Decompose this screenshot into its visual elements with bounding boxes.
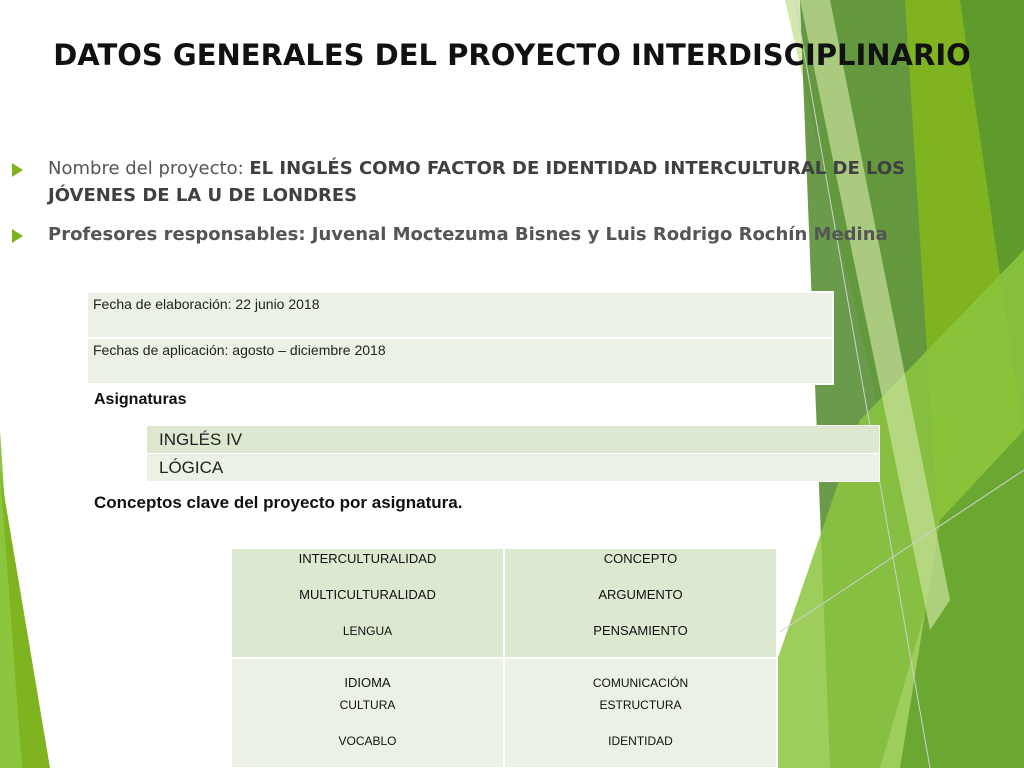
professors-value: Juvenal Moctezuma Bisnes y Luis Rodrigo Rochín Medina bbox=[311, 224, 888, 245]
concepts-table bbox=[230, 547, 778, 769]
concept-word: IDIOMA bbox=[344, 675, 391, 690]
bullet-arrow-icon bbox=[12, 163, 23, 177]
page-title: DATOS GENERALES DEL PROYECTO INTERDISCIPLINARIO bbox=[53, 38, 971, 72]
application-dates: Fechas de aplicación: agosto – diciembre 2018 bbox=[87, 338, 833, 384]
subject-item: LÓGICA bbox=[147, 454, 880, 482]
project-name-label: Nombre del proyecto: bbox=[48, 158, 250, 179]
concepts-heading: Conceptos clave del proyecto por asignatura. bbox=[94, 493, 463, 512]
subjects-heading: Asignaturas bbox=[94, 391, 187, 408]
concept-word: MULTICULTURALIDAD bbox=[299, 587, 436, 602]
concept-word: CONCEPTO bbox=[603, 551, 678, 566]
professors-label: Profesores responsables: bbox=[48, 224, 312, 245]
bullet-arrow-icon bbox=[12, 229, 23, 243]
concept-word: ESTRUCTURA bbox=[599, 698, 682, 712]
project-name-bullet bbox=[10, 155, 970, 209]
concept-word: COMUNICACIÓN bbox=[592, 676, 689, 690]
subject-item: INGLÉS IV bbox=[147, 426, 880, 454]
professors-bullet bbox=[10, 221, 970, 248]
concepts-cell bbox=[231, 548, 504, 658]
dates-table bbox=[86, 291, 834, 385]
concepts-cell bbox=[231, 658, 504, 768]
concept-word: LENGUA bbox=[342, 624, 393, 638]
concept-word: VOCABLO bbox=[338, 734, 397, 748]
concept-word: IDENTIDAD bbox=[608, 734, 673, 748]
project-name-value: EL INGLÉS COMO FACTOR DE IDENTIDAD INTERCULTURAL DE LOS JÓVENES DE LA U DE LONDRES bbox=[48, 158, 906, 206]
subjects-table bbox=[146, 425, 880, 482]
concept-word: CULTURA bbox=[339, 698, 396, 712]
concept-word: INTERCULTURALIDAD bbox=[298, 551, 437, 566]
bullet-list bbox=[10, 155, 970, 260]
concept-word: ARGUMENTO bbox=[598, 587, 683, 602]
concept-word: PENSAMIENTO bbox=[593, 623, 688, 638]
concepts-cell bbox=[504, 658, 777, 768]
elaboration-date: Fecha de elaboración: 22 junio 2018 bbox=[87, 292, 833, 338]
concepts-cell bbox=[504, 548, 777, 658]
